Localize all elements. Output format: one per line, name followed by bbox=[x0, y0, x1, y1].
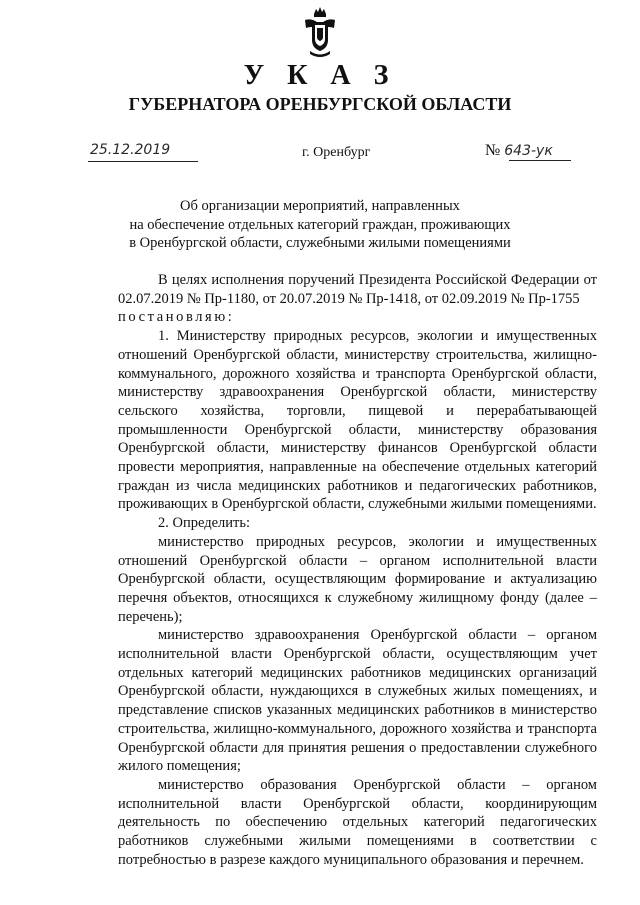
body-paragraph: министерство природных ресурсов, экологии и имущественных отношений Оренбургской области – органом исполнительной власти Оренбургской области, осуществляющим формирование и актуализацию перечня объектов, относящихся к служебному жилищному фонду (далее – перечень); bbox=[118, 533, 597, 625]
coat-of-arms-icon bbox=[303, 6, 337, 60]
body-paragraph: 1. Министерству природных ресурсов, экологии и имущественных отношений Оренбургской области, министерству строительства, жилищно-коммунального, дорожного хозяйства и транспорта Оренбургской области, министерству здравоохранения Оренбургской области, министерству сельского хозяйства, торговли, пищевой и перерабатывающей промышленности Оренбургской области, министерству образования Оренбургской области, министерству финансов Оренбургской области провести мероприятия, направленные на обеспечение отдельных категорий граждан из числа медицинских работников и педагогических работников, проживающих в Оренбургской области, служебными жилыми помещениями. bbox=[118, 328, 597, 513]
body-paragraph: министерство здравоохранения Оренбургской области – органом исполнительной власти Оренбургской области, осуществляющим учет отдельных категорий медицинских работников медицинских организаций Оренбургской области, нуждающихся в служебных жилых помещениях, и представление списков указанных медицинских работников в министерство строительства, жилищно-коммунального, дорожного хозяйства и транспорта Оренбургской области для принятия решения о предоставлении служебного жилого помещения; bbox=[118, 627, 597, 775]
intro-paragraph: В целях исполнения поручений Президента Российской Федерации от 02.07.2019 № Пр-1180, от 20.07.2019 № Пр-1418, от 02.09.2019 № Пр-1755 bbox=[118, 272, 597, 307]
number-underline bbox=[509, 160, 571, 161]
decree-body bbox=[118, 271, 597, 870]
decree-word: постановляю: bbox=[118, 309, 235, 326]
date-value: 25.12.2019 bbox=[90, 142, 171, 158]
body-paragraph: 2. Определить: bbox=[158, 515, 251, 532]
issuer-title: ГУБЕРНАТОРА ОРЕНБУРГСКОЙ ОБЛАСТИ bbox=[128, 94, 512, 114]
date-underline bbox=[88, 161, 198, 162]
subject-line: Об организации мероприятий, направленных bbox=[180, 198, 460, 214]
signing-date bbox=[88, 142, 198, 166]
number-prefix: № bbox=[485, 142, 501, 159]
number-value: 643-ук bbox=[504, 143, 553, 159]
decree-number bbox=[485, 141, 595, 165]
body-paragraph: министерство образования Оренбургской области – органом исполнительной власти Оренбургской области, координирующим деятельность по обеспечению отдельных категорий педагогических работников служебными жилыми помещениями в соответствии с потребностью в разрезе каждого муниципального образования и перечнем. bbox=[118, 776, 597, 868]
decree-subject bbox=[80, 197, 560, 253]
subject-line: в Оренбургской области, служебными жилыми помещениями bbox=[129, 235, 511, 251]
subject-line: на обеспечение отдельных категорий граждан, проживающих bbox=[129, 216, 511, 233]
city-name: г. Оренбург bbox=[302, 145, 371, 160]
document-type-title: У К А З bbox=[243, 60, 397, 91]
